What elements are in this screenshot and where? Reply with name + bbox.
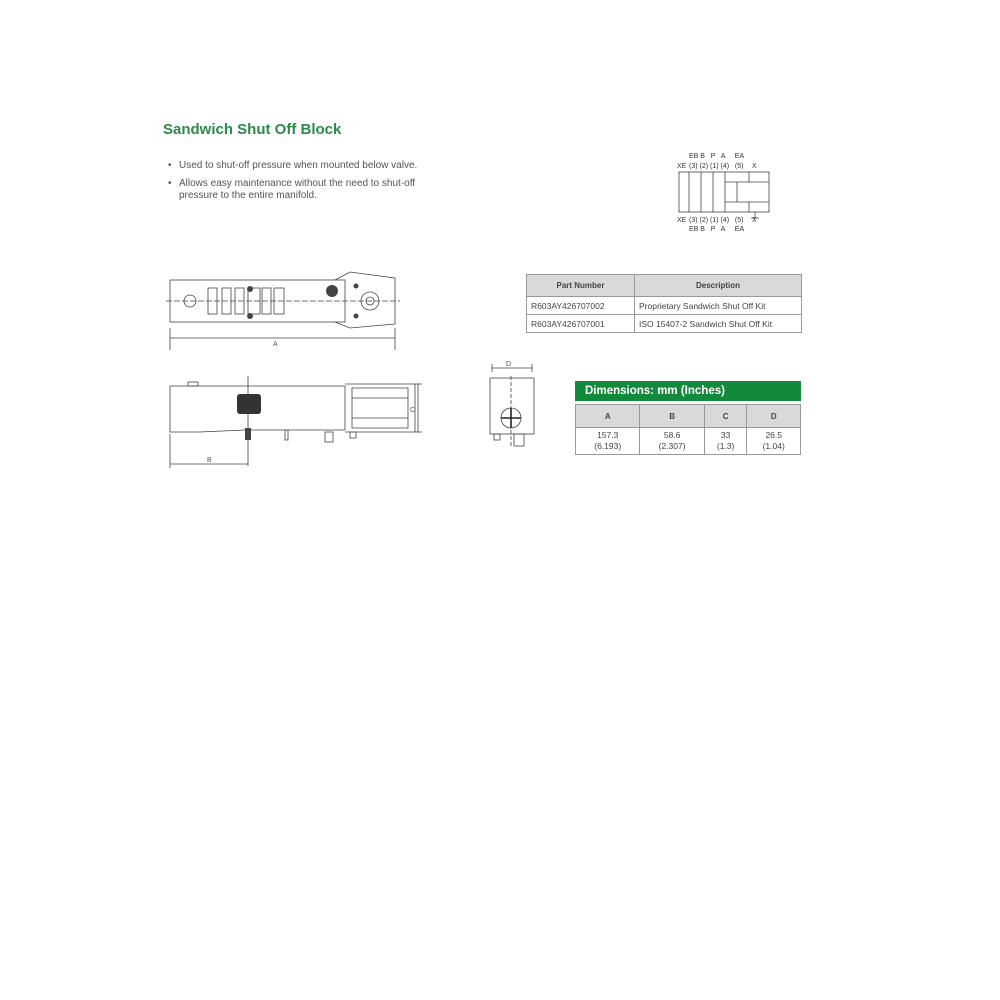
part-number-cell: R603AY426707001: [527, 315, 635, 333]
dimensions-table: [575, 404, 801, 455]
feature-list: [166, 160, 426, 208]
dimension-cell-a: [576, 428, 640, 455]
list-item: • Allows easy maintenance without the need to shut-off pressure to the entire manifold.: [166, 178, 426, 202]
mm-value: 157.3: [597, 430, 619, 440]
end-view-drawing: [484, 358, 544, 452]
dimension-label-d: D: [506, 361, 512, 368]
description-cell: ISO 15407-2 Sandwich Shut Off Kit: [635, 315, 802, 333]
mm-value: 33: [720, 430, 731, 440]
schematic-bottom-letters: EB B P A EA: [689, 226, 745, 233]
dimension-header-a: A: [576, 405, 640, 428]
dimension-cell-b: [640, 428, 704, 455]
table-header-row: [527, 275, 802, 297]
table-row: [527, 315, 802, 333]
inch-value: (1.04): [762, 441, 785, 451]
dimension-cell-d: [747, 428, 801, 455]
table-row: [576, 428, 801, 455]
part-number-cell: R603AY426707002: [527, 297, 635, 315]
schematic-top-letters: EB B P A EA: [689, 153, 745, 160]
schematic-bottom-xe: XE: [677, 217, 687, 224]
inch-value: (2.307): [658, 441, 686, 451]
column-header-part-number: Part Number: [527, 275, 635, 297]
dimension-header-d: D: [747, 405, 801, 428]
dimension-label-b: B: [207, 457, 212, 464]
schematic-top-numbers: (3) (2) (1) (4) (5): [689, 163, 744, 170]
list-item: • Used to shut-off pressure when mounted below valve.: [166, 160, 426, 172]
inch-value: (6.193): [594, 441, 622, 451]
inch-value: (1.3): [716, 441, 735, 451]
schematic-top-x: X: [752, 163, 757, 170]
mm-value: 58.6: [663, 430, 681, 440]
dimensions-title: Dimensions: mm (Inches): [575, 381, 801, 401]
schematic-bottom-numbers: (3) (2) (1) (4) (5): [689, 217, 744, 224]
schematic-bottom-x: X: [752, 217, 757, 224]
valve-schematic: [670, 148, 780, 236]
dimension-header-b: B: [640, 405, 704, 428]
dimension-cell-c: [704, 428, 747, 455]
side-view-drawing: [160, 372, 430, 472]
top-view-drawing: [160, 268, 405, 358]
schematic-top-xe: XE: [677, 163, 687, 170]
column-header-description: Description: [635, 275, 802, 297]
table-row: [527, 297, 802, 315]
mm-value: 26.5: [765, 430, 782, 440]
dimension-label-c: C: [410, 407, 416, 414]
dimension-header-c: C: [704, 405, 747, 428]
page-title: Sandwich Shut Off Block: [163, 121, 342, 138]
parts-table: [526, 274, 802, 333]
dimension-label-a: A: [273, 341, 278, 348]
description-cell: Proprietary Sandwich Shut Off Kit: [635, 297, 802, 315]
table-header-row: [576, 405, 801, 428]
